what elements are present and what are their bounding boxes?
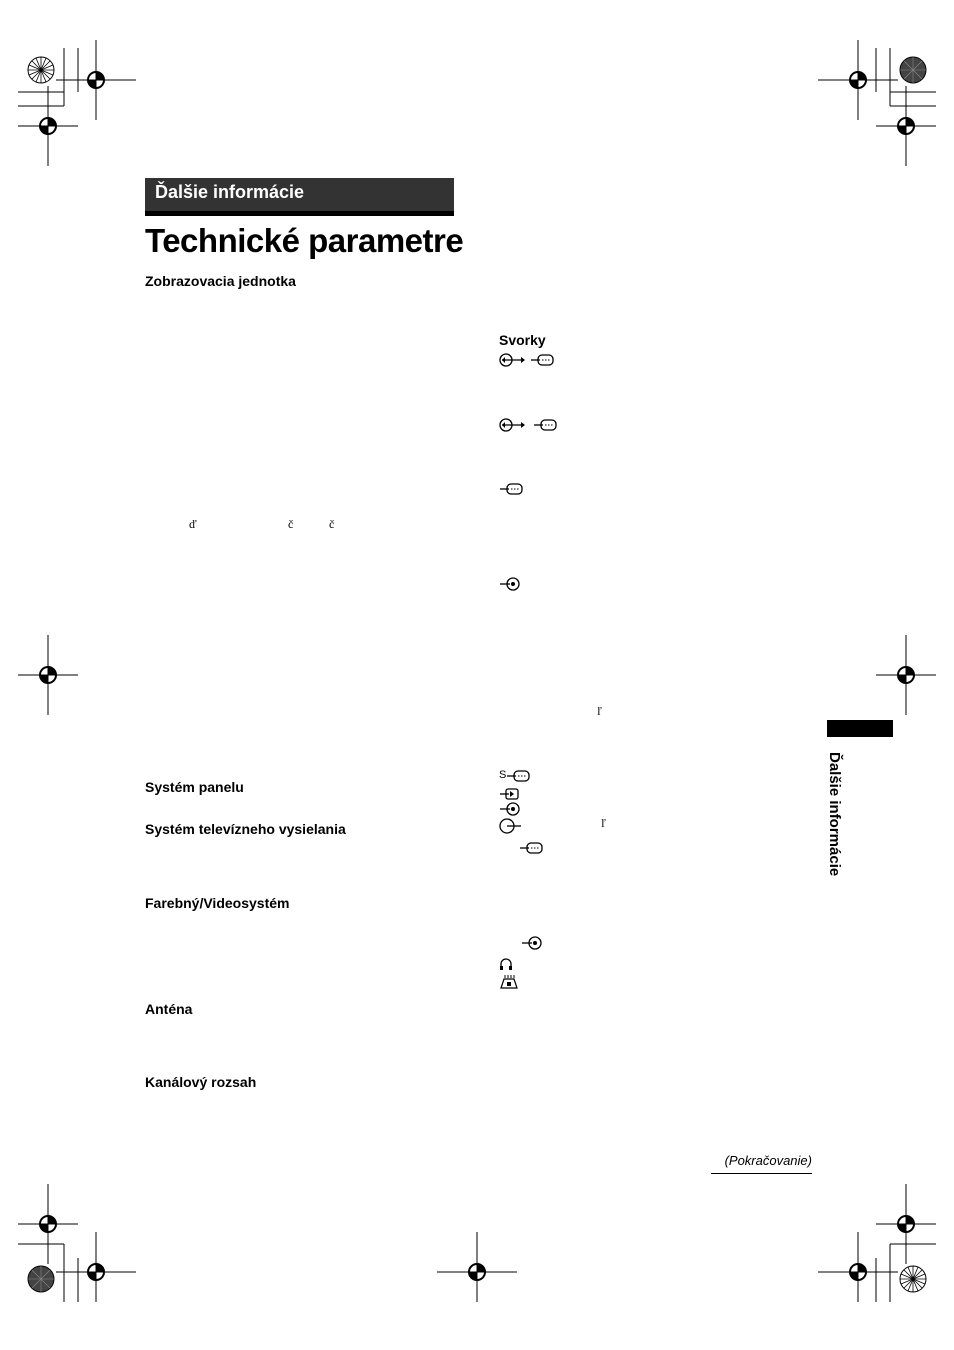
heading-display-unit: Zobrazovacia jednotka [145, 273, 296, 289]
crosshair-registration-icon [56, 1232, 136, 1312]
video-in-icon [533, 418, 557, 432]
starburst-registration-icon [27, 1265, 55, 1293]
component-in-icon [499, 787, 521, 801]
crosshair-registration-icon [18, 86, 78, 166]
section-header-text: Ďalšie informácie [155, 182, 305, 202]
section-header-bar [145, 178, 454, 216]
audio-in-icon [521, 936, 543, 950]
page-title: Technické parametre [145, 222, 464, 259]
s-video-prefix: S [499, 769, 507, 781]
heading-panel-system: Systém panelu [145, 779, 244, 795]
crosshair-registration-icon [437, 1232, 517, 1312]
video-in-icon [519, 841, 543, 855]
audio-in-icon [499, 802, 521, 816]
starburst-registration-icon [899, 56, 927, 84]
crosshair-registration-icon [818, 1232, 898, 1312]
card-slot-icon [499, 973, 519, 989]
heading-channel-range: Kanálový rozsah [145, 1074, 257, 1090]
crosshair-registration-icon [876, 86, 936, 166]
heading-antenna: Anténa [145, 1001, 193, 1017]
side-tab-marker [827, 720, 893, 737]
heading-tv-system: Systém televízneho vysielania [145, 821, 346, 837]
headphones-icon [499, 957, 513, 971]
video-in-icon [530, 353, 554, 367]
side-tab-label: Ďalšie informácie [826, 752, 843, 877]
starburst-registration-icon [27, 56, 55, 84]
stray-char: ľ [597, 704, 602, 718]
heading-terminals: Svorky [499, 332, 546, 348]
stray-char: ď [189, 517, 197, 531]
scart-inout-icon [499, 353, 525, 367]
video-in-icon [499, 482, 523, 496]
crosshair-registration-icon [876, 635, 936, 715]
stray-char: č [329, 517, 335, 531]
continued-note: (Pokračovanie) [711, 1153, 812, 1174]
crosshair-registration-icon [18, 635, 78, 715]
audio-out-icon [499, 818, 523, 834]
starburst-registration-icon [899, 1265, 927, 1293]
stray-char: č [288, 517, 294, 531]
audio-in-icon [499, 577, 521, 591]
heading-color-video-system: Farebný/Videosystém [145, 895, 290, 911]
stray-char: ľ [601, 816, 606, 830]
scart-inout-icon [499, 418, 525, 432]
